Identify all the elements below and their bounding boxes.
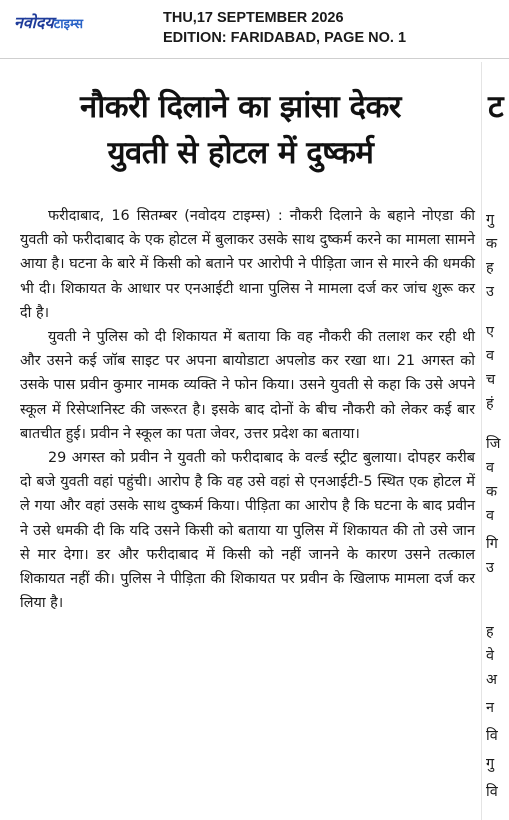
adjacent-text-fragment: अ bbox=[486, 672, 497, 688]
adjacent-text-fragment: गि bbox=[486, 536, 498, 552]
adjacent-text-fragment: उ bbox=[486, 560, 494, 576]
adjacent-text-fragment: ए bbox=[486, 324, 494, 340]
adjacent-text-fragment: व bbox=[486, 460, 495, 476]
adjacent-text-fragment: उ bbox=[486, 284, 494, 300]
adjacent-text-fragment: व bbox=[486, 348, 495, 364]
adjacent-text-fragment: गु bbox=[486, 756, 495, 772]
logo-main-text: नवोदय bbox=[14, 13, 54, 32]
adjacent-headline-fragment: ट bbox=[488, 89, 504, 125]
adjacent-text-fragment: न bbox=[486, 700, 494, 716]
masthead-bar bbox=[0, 0, 509, 59]
adjacent-text-fragment: वे bbox=[486, 648, 495, 664]
article-body bbox=[20, 204, 475, 615]
date-line: THU,17 SEPTEMBER 2026 bbox=[163, 10, 344, 26]
adjacent-article-column bbox=[481, 62, 509, 820]
article-paragraph-2: युवती ने पुलिस को दी शिकायत में बताया कि वह नौकरी की तलाश कर रही थी और उसने कई जॉब साइट पर अपना बायोडाटा अपलोड कर रखा था। 21 अगस्त को उसके पास प्रवीन कुमार नामक व्यक्ति ने फोन किया। उसने युवती से कहा कि उसे अपने स्कूल में रिसेप्शनिस्ट की जरूरत है। इसके बाद दोनों के बीच नौकरी को लेकर कई बार बातचीत हुई। प्रवीन ने स्कूल का पता जेवर, उत्तर प्रदेश का बताया। bbox=[20, 329, 475, 442]
logo-sub-text: टाइम्स bbox=[53, 17, 84, 32]
edition-line: EDITION: FARIDABAD, PAGE NO. 1 bbox=[163, 30, 407, 46]
article-paragraph-1: फरीदाबाद, 16 सितम्बर (नवोदय टाइम्स) : नौकरी दिलाने के बहाने नोएडा की युवती को फरीदाबाद के एक होटल में बुलाकर उसके साथ दुष्कर्म करने का मामला सामने आया है। घटना के बारे में किसी को बताने पर आरोपी ने पीड़िता जान से मारने की धमकी भी दी। शिकायत के आधार पर एनआईटी थाना पुलिस ने मामला दर्ज कर जांच शुरू कर दी है। bbox=[20, 208, 475, 321]
adjacent-text-fragment: ह bbox=[486, 624, 494, 640]
headline-line-2: युवती से होटल में दुष्कर्म bbox=[107, 135, 374, 171]
edition-info bbox=[163, 8, 406, 48]
adjacent-text-fragment: हं bbox=[486, 396, 494, 412]
adjacent-text-fragment: ह bbox=[486, 260, 494, 276]
adjacent-text-fragment: जि bbox=[486, 436, 501, 452]
adjacent-text-fragment: क bbox=[486, 484, 498, 500]
adjacent-text-fragment: च bbox=[486, 372, 496, 388]
adjacent-text-fragment: क bbox=[486, 236, 498, 252]
adjacent-text-fragment: वि bbox=[486, 784, 498, 800]
article-clipping bbox=[0, 62, 481, 820]
article-paragraph-3: 29 अगस्त को प्रवीन ने युवती को फरीदाबाद के वर्ल्ड स्ट्रीट बुलाया। दोपहर करीब दो बजे युवती वहां पहुंची। आरोप है कि वह उसे वहां से एनआईटी-5 स्थित एक होटल में ले गया और वहां उसके साथ दुष्कर्म किया। पीड़िता का आरोप है कि घटना के बाद प्रवीन ने उसे धमकी दी कि यदि उसने किसी को बताया या पुलिस में शिकायत की तो उसे जान से मार देगा। डर और फरीदाबाद में किसी को नहीं जानने के कारण उसने तत्काल शिकायत नहीं की। पुलिस ने पीड़िता की शिकायत पर प्रवीन के खिलाफ मामला दर्ज कर लिया है। bbox=[20, 450, 475, 612]
adjacent-text-fragment: गु bbox=[486, 212, 495, 228]
adjacent-text-fragment: व bbox=[486, 508, 495, 524]
adjacent-text-fragment: वि bbox=[486, 728, 498, 744]
newspaper-logo bbox=[14, 12, 138, 34]
headline-line-1: नौकरी दिलाने का झांसा देकर bbox=[80, 89, 401, 125]
article-headline bbox=[0, 84, 481, 176]
